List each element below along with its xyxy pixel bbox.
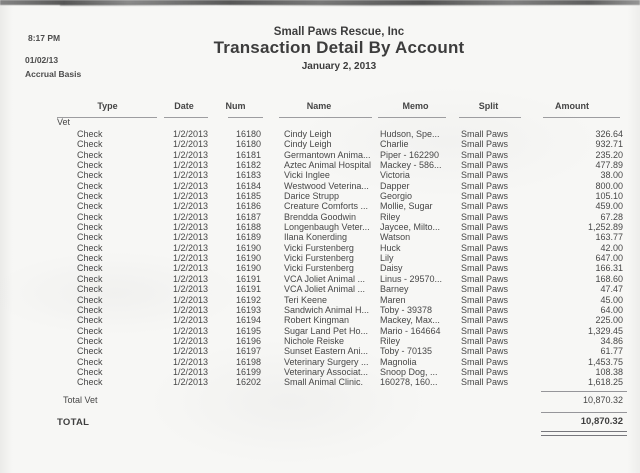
cell-amount: 225.00: [595, 315, 623, 326]
cell-type: Check: [77, 263, 103, 274]
cell-name: Brendda Goodwin: [284, 211, 357, 222]
table-body: [55, 129, 623, 388]
cell-amount: 64.00: [600, 304, 623, 315]
cell-date: 1/2/2013: [172, 253, 208, 264]
cell-date: 1/2/2013: [172, 315, 208, 326]
account-section-label: Vet: [57, 117, 71, 127]
cell-num: 16181: [235, 149, 261, 160]
cell-split: Small Paws: [461, 366, 509, 377]
cell-amount: 326.64: [595, 129, 623, 139]
cell-type: Check: [77, 232, 103, 243]
cell-amount: 800.00: [595, 180, 623, 191]
cell-num: 16192: [235, 294, 261, 305]
cell-type: Check: [77, 294, 103, 305]
column-underline: [164, 117, 208, 118]
cell-type: Check: [77, 253, 103, 264]
cell-split: Small Paws: [461, 201, 509, 212]
cell-amount: 163.77: [595, 232, 623, 243]
column-header-label: Num: [225, 101, 246, 111]
cell-name: Germantown Anima...: [284, 149, 371, 160]
total-vet-label: Total Vet: [63, 395, 98, 405]
cell-amount: 34.86: [600, 335, 623, 346]
cell-type: Check: [77, 222, 103, 233]
table-row: [55, 357, 623, 367]
cell-name: Nichole Reiske: [284, 335, 345, 346]
column-underline: [57, 117, 157, 118]
cell-split: Small Paws: [461, 377, 509, 388]
column-header-type: [55, 99, 160, 118]
cell-amount: 1,618.25: [587, 377, 623, 388]
column-underline: [378, 117, 446, 118]
cell-split: Small Paws: [461, 222, 509, 233]
cell-type: Check: [77, 242, 103, 253]
column-header-label: Type: [97, 101, 118, 111]
column-underline: [543, 117, 620, 118]
cell-date: 1/2/2013: [172, 325, 208, 336]
cell-name: Cindy Leigh: [284, 139, 332, 150]
table-row: [55, 139, 623, 149]
cell-split: Small Paws: [461, 129, 509, 139]
cell-type: Check: [77, 201, 103, 212]
cell-split: Small Paws: [461, 325, 509, 336]
cell-memo: Toby - 70135: [380, 346, 433, 357]
cell-date: 1/2/2013: [172, 356, 208, 367]
cell-date: 1/2/2013: [172, 160, 208, 171]
cell-type: Check: [77, 356, 103, 367]
cell-amount: 45.00: [600, 294, 623, 305]
cell-split: Small Paws: [461, 273, 509, 284]
cell-name: Vicki Furstenberg: [284, 253, 354, 264]
table-row: [55, 201, 623, 211]
cell-amount: 459.00: [595, 201, 623, 212]
cell-name: Sandwich Animal H...: [284, 304, 370, 315]
cell-num: 16185: [235, 191, 261, 202]
cell-name: Vicki Furstenberg: [284, 263, 354, 274]
cell-date: 1/2/2013: [172, 366, 208, 377]
cell-amount: 105.10: [595, 191, 623, 202]
grand-total-label: TOTAL: [57, 417, 90, 428]
cell-type: Check: [77, 304, 103, 315]
cell-split: Small Paws: [461, 242, 509, 253]
column-header-memo: [375, 99, 456, 118]
table-row: [55, 295, 623, 305]
cell-memo: Riley: [380, 335, 401, 346]
table-row: [55, 274, 623, 284]
cell-num: 16197: [235, 346, 261, 357]
cell-amount: 647.00: [595, 253, 623, 264]
cell-num: 16189: [235, 232, 261, 243]
cell-type: Check: [77, 139, 103, 150]
cell-date: 1/2/2013: [172, 263, 208, 274]
cell-date: 1/2/2013: [172, 222, 208, 233]
report-date-range: January 2, 2013: [301, 61, 377, 72]
cell-num: 16193: [235, 304, 261, 315]
cell-num: 16194: [235, 315, 261, 326]
cell-name: Sugar Land Pet Ho...: [284, 325, 369, 336]
cell-memo: Dapper: [380, 180, 410, 191]
cell-num: 16183: [235, 170, 261, 181]
cell-date: 1/2/2013: [172, 273, 208, 284]
table-row: [55, 181, 623, 191]
cell-amount: 1,252.89: [587, 222, 623, 233]
cell-num: 16182: [235, 160, 261, 171]
column-header-label: Split: [478, 101, 499, 111]
cell-name: Aztec Animal Hospital: [284, 160, 372, 171]
cell-num: 16180: [235, 139, 261, 150]
cell-name: Cindy Leigh: [284, 129, 332, 139]
cell-name: Sunset Eastern Ani...: [284, 346, 369, 357]
cell-num: 16190: [235, 263, 261, 274]
cell-name: Creature Comforts ...: [284, 201, 369, 212]
cell-num: 16191: [235, 284, 261, 295]
cell-name: VCA Joliet Animal ...: [284, 284, 366, 295]
column-header-num: [208, 99, 263, 118]
cell-memo: Barney: [380, 284, 409, 295]
table-row: [55, 336, 623, 346]
cell-date: 1/2/2013: [172, 346, 208, 357]
cell-type: Check: [77, 346, 103, 357]
cell-memo: Riley: [380, 211, 401, 222]
cell-split: Small Paws: [461, 139, 509, 150]
cell-name: Darice Strupp: [284, 191, 340, 202]
column-underline: [459, 117, 521, 118]
cell-type: Check: [77, 149, 103, 160]
cell-type: Check: [77, 170, 103, 181]
cell-type: Check: [77, 180, 103, 191]
table-row: [55, 367, 623, 377]
cell-split: Small Paws: [461, 263, 509, 274]
column-header-label: Name: [306, 101, 332, 111]
cell-memo: Mollie, Sugar: [380, 201, 433, 212]
cell-num: 16196: [235, 335, 261, 346]
cell-date: 1/2/2013: [172, 211, 208, 222]
cell-split: Small Paws: [461, 180, 509, 191]
table-row: [55, 326, 623, 336]
cell-memo: Georgio: [380, 191, 413, 202]
cell-name: Vicki Inglee: [284, 170, 330, 181]
cell-type: Check: [77, 366, 103, 377]
cell-date: 1/2/2013: [172, 180, 208, 191]
column-header-name: [263, 99, 375, 118]
cell-amount: 477.89: [595, 160, 623, 171]
cell-amount: 38.00: [600, 170, 623, 181]
grand-total-double-rule: [541, 431, 627, 436]
cell-num: 16186: [235, 201, 261, 212]
cell-split: Small Paws: [461, 170, 509, 181]
table-row: [55, 263, 623, 273]
cell-num: 16184: [235, 180, 261, 191]
cell-amount: 67.28: [600, 211, 623, 222]
cell-split: Small Paws: [461, 315, 509, 326]
cell-amount: 1,329.45: [587, 325, 623, 336]
cell-name: Robert Kingman: [284, 315, 350, 326]
cell-name: Veterinary Associat...: [284, 366, 369, 377]
table-row: [55, 346, 623, 356]
table-row: [55, 377, 623, 387]
cell-num: 16180: [235, 129, 261, 139]
table-row: [55, 315, 623, 325]
column-header-amount: [521, 99, 623, 118]
cell-num: 16195: [235, 325, 261, 336]
subtotal-rule: [541, 391, 627, 392]
cell-split: Small Paws: [461, 356, 509, 367]
cell-num: 16191: [235, 273, 261, 284]
cell-date: 1/2/2013: [172, 149, 208, 160]
cell-num: 16187: [235, 211, 261, 222]
column-header-date: [160, 99, 208, 118]
cell-name: Vicki Furstenberg: [284, 242, 354, 253]
cell-amount: 42.00: [600, 242, 623, 253]
cell-date: 1/2/2013: [172, 242, 208, 253]
cell-type: Check: [77, 129, 103, 139]
cell-type: Check: [77, 377, 103, 388]
cell-type: Check: [77, 284, 103, 295]
accounting-basis: Accrual Basis: [25, 69, 82, 79]
cell-memo: Watson: [380, 232, 411, 243]
cell-split: Small Paws: [461, 294, 509, 305]
cell-memo: Linus - 29570...: [380, 273, 443, 284]
cell-num: 16190: [235, 242, 261, 253]
cell-type: Check: [77, 160, 103, 171]
table-row: [55, 305, 623, 315]
cell-memo: Mackey, Max...: [380, 315, 440, 326]
print-date: 01/02/13: [25, 55, 59, 65]
table-row: [55, 191, 623, 201]
cell-type: Check: [77, 211, 103, 222]
cell-memo: Piper - 162290: [380, 149, 440, 160]
cell-memo: Victoria: [380, 170, 410, 181]
cell-date: 1/2/2013: [172, 284, 208, 295]
cell-split: Small Paws: [461, 346, 509, 357]
cell-num: 16199: [235, 366, 261, 377]
cell-date: 1/2/2013: [172, 377, 208, 388]
cell-amount: 235.20: [595, 149, 623, 160]
cell-split: Small Paws: [461, 149, 509, 160]
cell-name: Teri Keene: [284, 294, 328, 305]
cell-date: 1/2/2013: [172, 294, 208, 305]
cell-name: Longenbaugh Veter...: [284, 222, 370, 233]
cell-memo: Lily: [380, 253, 394, 264]
column-header-label: Date: [174, 101, 194, 111]
cell-split: Small Paws: [461, 232, 509, 243]
cell-split: Small Paws: [461, 335, 509, 346]
cell-date: 1/2/2013: [172, 304, 208, 315]
cell-split: Small Paws: [461, 191, 509, 202]
cell-memo: Daisy: [380, 263, 403, 274]
table-row: [55, 160, 623, 170]
cell-name: Ilana Konerding: [284, 232, 348, 243]
cell-type: Check: [77, 273, 103, 284]
cell-memo: Mackey - 586...: [380, 160, 442, 171]
cell-date: 1/2/2013: [172, 335, 208, 346]
print-time: 8:17 PM: [28, 33, 61, 43]
cell-amount: 932.71: [595, 139, 623, 150]
cell-date: 1/2/2013: [172, 201, 208, 212]
table-row: [55, 284, 623, 294]
cell-num: 16202: [235, 377, 261, 388]
cell-memo: Mario - 164664: [380, 325, 441, 336]
cell-memo: 160278, 160...: [380, 377, 438, 388]
table-row: [55, 232, 623, 242]
table-row: [55, 212, 623, 222]
cell-memo: Maren: [380, 294, 406, 305]
cell-memo: Toby - 39378: [380, 304, 433, 315]
cell-name: VCA Joliet Animal ...: [284, 273, 366, 284]
cell-amount: 47.47: [600, 284, 623, 295]
table-header-row: [55, 99, 623, 118]
cell-num: 16198: [235, 356, 261, 367]
cell-amount: 168.60: [595, 273, 623, 284]
cell-date: 1/2/2013: [172, 232, 208, 243]
scan-edge-artifact-secondary: [60, 4, 580, 6]
cell-name: Small Animal Clinic.: [284, 377, 364, 388]
cell-date: 1/2/2013: [172, 191, 208, 202]
table-row: [55, 150, 623, 160]
cell-date: 1/2/2013: [172, 129, 208, 139]
grand-total-rule: [541, 412, 627, 413]
cell-split: Small Paws: [461, 304, 509, 315]
cell-type: Check: [77, 191, 103, 202]
cell-memo: Charlie: [380, 139, 409, 150]
cell-split: Small Paws: [461, 253, 509, 264]
cell-split: Small Paws: [461, 211, 509, 222]
column-underline: [228, 117, 263, 118]
cell-type: Check: [77, 325, 103, 336]
table-row: [55, 129, 623, 139]
cell-memo: Hudson, Spe...: [380, 129, 440, 139]
cell-date: 1/2/2013: [172, 170, 208, 181]
cell-amount: 61.77: [600, 346, 623, 357]
cell-num: 16188: [235, 222, 261, 233]
cell-split: Small Paws: [461, 284, 509, 295]
cell-memo: Snoop Dog, ...: [380, 366, 438, 377]
cell-type: Check: [77, 315, 103, 326]
company-name: Small Paws Rescue, Inc: [273, 26, 405, 38]
cell-num: 16190: [235, 253, 261, 264]
column-header-label: Amount: [555, 101, 589, 111]
cell-amount: 108.38: [595, 366, 623, 377]
cell-split: Small Paws: [461, 160, 509, 171]
cell-type: Check: [77, 335, 103, 346]
table-row: [55, 243, 623, 253]
table-row: [55, 222, 623, 232]
cell-date: 1/2/2013: [172, 139, 208, 150]
cell-memo: Magnolia: [380, 356, 417, 367]
cell-name: Westwood Veterina...: [284, 180, 369, 191]
total-vet-amount: 10,870.32: [582, 395, 623, 405]
grand-total-amount: 10,870.32: [580, 416, 623, 427]
cell-memo: Huck: [380, 242, 401, 253]
cell-memo: Jaycee, Milto...: [380, 222, 441, 233]
column-header-split: [456, 99, 521, 118]
table-row: [55, 170, 623, 180]
cell-name: Veterinary Surgery ...: [284, 356, 369, 367]
cell-amount: 1,453.75: [587, 356, 623, 367]
column-header-label: Memo: [402, 101, 429, 111]
report-title: Transaction Detail By Account: [213, 38, 465, 57]
column-underline: [279, 117, 372, 118]
cell-amount: 166.31: [595, 263, 623, 274]
table-row: [55, 253, 623, 263]
